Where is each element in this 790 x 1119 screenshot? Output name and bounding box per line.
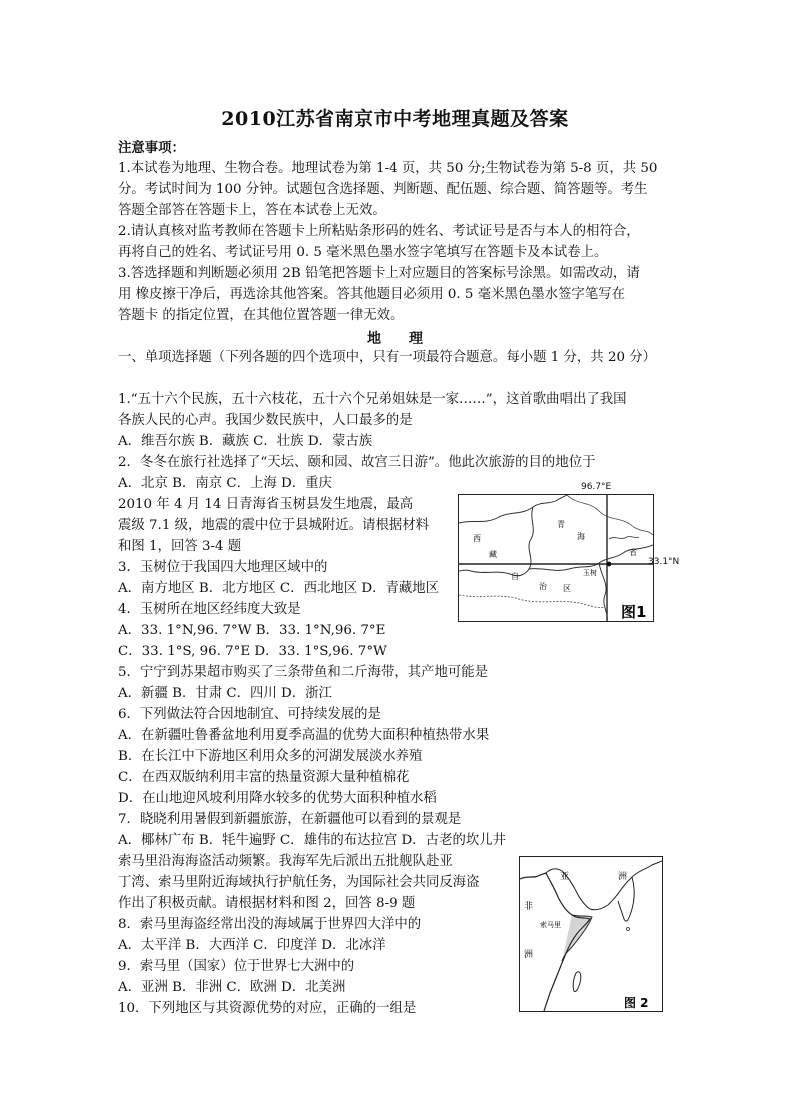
option-line: A．亚洲 B．非洲 C．欧洲 D．北美洲	[118, 980, 346, 995]
question-line: 1.“五十六个民族，五十六枝花，五十六个兄弟姐妹是一家……”，这首歌曲唱出了我国	[118, 392, 627, 407]
figure2-svg	[520, 857, 662, 1011]
map-label: 治	[539, 582, 547, 591]
island	[627, 928, 630, 931]
boundary	[459, 595, 605, 608]
question-line: 4．玉树所在地区经纬度大致是	[118, 602, 301, 617]
boundary	[459, 507, 533, 576]
map-label: 洲	[524, 950, 534, 960]
map-label: 藏	[489, 550, 497, 559]
question-line: 5．宁宁到苏果超市购买了三条带鱼和二斤海带，其产地可能是	[118, 665, 489, 680]
notice-line: 答题全部答在答题卡上，答在本试卷上无效。	[118, 203, 386, 218]
option-line: A．太平洋 B．大西洋 C．印度洋 D．北冰洋	[118, 938, 386, 953]
material-line: 震级 7.1 级，地震的震中位于县城附近。请根据材料	[118, 518, 430, 533]
figure1-map	[458, 494, 654, 622]
figure2-map	[519, 856, 663, 1012]
boundary	[599, 563, 607, 621]
material-line: 2010 年 4 月 14 日青海省玉树县发生地震，最高	[118, 497, 414, 512]
question-line: 10．下列地区与其资源优势的对应，正确的一组是	[118, 1001, 417, 1016]
notice-line: 分。考试时间为 100 分钟。试题包含选择题、判断题、配伍题、综合题、简答题等。考生	[118, 182, 648, 197]
subject-char: 理	[409, 331, 423, 347]
map-label: 海	[577, 532, 585, 541]
section-heading: 一、单项选择题（下列各题的四个选项中，只有一项最符合题意。每小题 1 分，共 20 分）	[118, 350, 657, 365]
map-label: 自	[511, 572, 519, 581]
material-line: 索马里沿海海盗活动频繁。我海军先后派出五批舰队赴亚	[118, 854, 453, 869]
africa-coast	[520, 873, 590, 1011]
notice-line: 再将自己的姓名、考试证号用 0. 5 毫米黑色墨水签字笔填写在答题卡及本试卷上。	[118, 245, 608, 260]
material-line: 丁湾、索马里附近海域执行护航任务，为国际社会共同反海盗	[118, 875, 480, 890]
option-line: A．北京 B．南京 C．上海 D．重庆	[118, 476, 332, 491]
subject-char: 地	[367, 331, 381, 347]
question-line: 9．索马里（国家）位于世界七大洲中的	[118, 959, 355, 974]
page-title: 2010江苏省南京市中考地理真题及答案	[221, 108, 569, 130]
notice-line: 2.请认真核对监考教师在答题卡上所粘贴条形码的姓名、考试证号是否与本人的相符合，	[118, 224, 640, 239]
yushu-marker	[607, 562, 612, 567]
map-label: 省	[629, 548, 637, 557]
river	[609, 536, 639, 539]
map-label: 青	[557, 520, 565, 529]
option-line: C．在西双版纳利用丰富的热量资源大量种植棉花	[118, 770, 410, 785]
map-label: 玉树	[583, 569, 597, 577]
question-line: 6．下列做法符合因地制宜、可持续发展的是	[118, 707, 381, 722]
notice-line: 用 橡皮擦干净后，再选涂其他答案。答其他题目必须用 0. 5 毫米黑色墨水签字笔写在	[118, 287, 625, 302]
notice-line: 1.本试卷为地理、生物合卷。地理试卷为第 1-4 页，共 50 分;生物试卷为第 5-8 页，共 50	[118, 161, 658, 176]
option-line: A．新疆 B．甘肃 C．四川 D．浙江	[118, 686, 332, 701]
material-line: 作出了积极贡献。请根据材料和图 2，回答 8-9 题	[118, 896, 416, 911]
arabia-coast	[546, 869, 608, 910]
boundary	[567, 495, 653, 535]
subject-heading	[0, 328, 790, 348]
figure1-caption: 图1	[621, 603, 647, 621]
question-line: 7．晓晓利用暑假到新疆旅游，在新疆他可以看到的景观是	[118, 812, 462, 827]
option-line: D．在山地迎风坡利用降水较多的优势大面积种植水稻	[118, 791, 437, 806]
option-line: A．维吾尔族 B．藏族 C．壮族 D．蒙古族	[118, 434, 373, 449]
map-label: 洲	[618, 872, 628, 882]
question-line: 3．玉树位于我国四大地理区域中的	[118, 560, 328, 575]
option-line: A．椰林广布 B．牦牛遍野 C．雄伟的布达拉宫 D．古老的坎儿井	[118, 833, 507, 848]
option-line: C．33. 1°S, 96. 7°E D．33. 1°S,96. 7°W	[118, 644, 387, 659]
option-line: A．南方地区 B．北方地区 C．西北地区 D．青藏地区	[118, 581, 440, 596]
asia-coast	[608, 861, 662, 905]
longitude-label: 96.7°E	[581, 482, 612, 492]
latitude-label: 33.1°N	[648, 557, 680, 567]
boundary	[459, 495, 567, 523]
map-label: 索马里	[540, 921, 561, 929]
notice-heading: 注意事项：	[118, 140, 185, 156]
figure2-caption: 图 2	[624, 996, 649, 1010]
map-label: 西	[473, 534, 481, 543]
option-line: A．在新疆吐鲁番盆地利用夏季高温的优势大面积种植热带水果	[118, 728, 490, 743]
map-label: 区	[563, 584, 571, 593]
somalia-shape	[562, 915, 592, 961]
question-line: 2．冬冬在旅行社选择了“天坛、颐和园、故宫三日游”。他此次旅游的目的地位于	[118, 455, 596, 470]
notice-line: 3.答选择题和判断题必须用 2B 铅笔把答题卡上对应题目的答案标号涂黑。如需改动，请	[118, 266, 640, 281]
notice-line: 答题卡 的指定位置，在其他位置答题一律无效。	[118, 308, 404, 323]
option-line: B．在长江中下游地区利用众多的河湖发展淡水养殖	[118, 749, 423, 764]
question-line: 8．索马里海盗经常出没的海域属于世界四大洋中的	[118, 917, 422, 932]
figure1-svg	[459, 495, 653, 621]
option-line: A．33. 1°N,96. 7°W B．33. 1°N,96. 7°E	[118, 623, 386, 638]
map-label: 亚	[560, 872, 570, 882]
question-line: 各族人民的心声。我国少数民族中，人口最多的是	[118, 413, 413, 428]
map-label: 非	[524, 902, 534, 912]
madagascar	[573, 972, 581, 992]
material-line: 和图 1，回答 3-4 题	[118, 539, 242, 554]
